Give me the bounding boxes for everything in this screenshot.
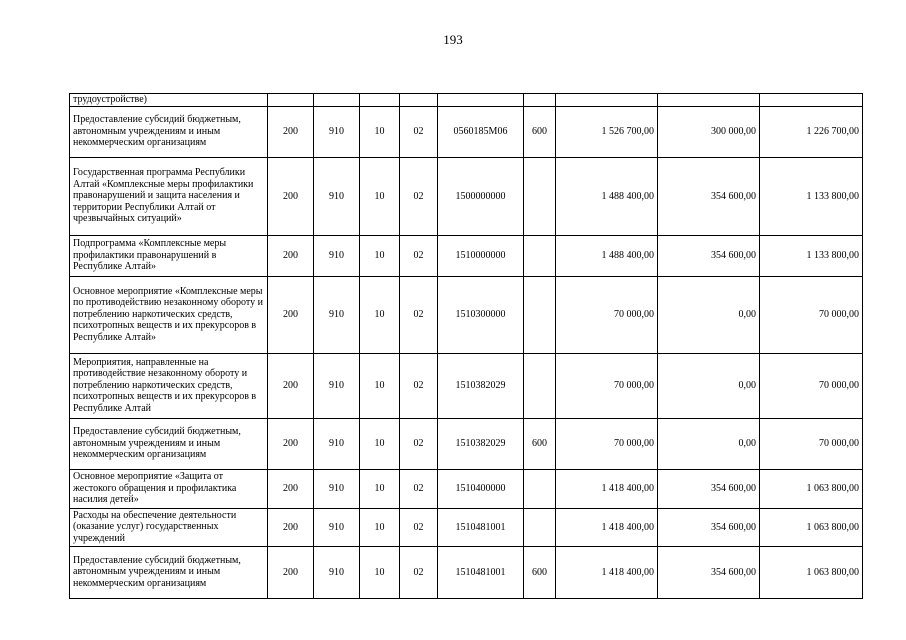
cell-col2: 910 [314,418,360,469]
cell-col7: 70 000,00 [556,418,658,469]
cell-col1: 200 [268,235,314,276]
table-row [70,276,863,353]
cell-col1: 200 [268,508,314,546]
table-row [70,353,863,418]
row-name: Основное мероприятие «Комплексные меры по противодействию незаконному обороту и потреблению наркотических средств, психотропных веществ и их прекурсоров в Республике Алтай» [70,276,268,353]
cell-col9: 1 133 800,00 [760,235,863,276]
cell-col6 [524,508,556,546]
cell-col6 [524,353,556,418]
cell-col5: 1510382029 [438,418,524,469]
cell-col3: 10 [360,469,400,508]
cell-col5: 1510481001 [438,546,524,598]
cell-col4: 02 [400,469,438,508]
cell-col5: 1510400000 [438,469,524,508]
cell-col6 [524,157,556,235]
cell-col3: 10 [360,508,400,546]
cell-col5 [438,94,524,107]
row-name: Государственная программа Республики Алтай «Комплексные меры профилактики правонарушений и защита населения и территории Республики Алтай от чрезвычайных ситуаций» [70,157,268,235]
cell-col8: 0,00 [658,418,760,469]
cell-col7: 70 000,00 [556,353,658,418]
cell-col5: 0560185М06 [438,106,524,157]
cell-col9: 70 000,00 [760,276,863,353]
cell-col5: 1510382029 [438,353,524,418]
cell-col6 [524,276,556,353]
cell-col4 [400,94,438,107]
cell-col4: 02 [400,353,438,418]
cell-col8: 354 600,00 [658,546,760,598]
cell-col3: 10 [360,546,400,598]
cell-col3: 10 [360,276,400,353]
table-row [70,546,863,598]
cell-col9: 1 063 800,00 [760,469,863,508]
cell-col3: 10 [360,418,400,469]
cell-col4: 02 [400,418,438,469]
cell-col4: 02 [400,276,438,353]
cell-col1: 200 [268,106,314,157]
cell-col6 [524,469,556,508]
cell-col6: 600 [524,106,556,157]
cell-col2: 910 [314,353,360,418]
row-name: Расходы на обеспечение деятельности (оказание услуг) государственных учреждений [70,508,268,546]
row-name: Предоставление субсидий бюджетным, автономным учреждениям и иным некоммерческим организациям [70,418,268,469]
cell-col1: 200 [268,469,314,508]
cell-col2: 910 [314,157,360,235]
table-row [70,106,863,157]
cell-col2: 910 [314,546,360,598]
cell-col2: 910 [314,106,360,157]
cell-col6: 600 [524,418,556,469]
cell-col8: 354 600,00 [658,469,760,508]
cell-col4: 02 [400,508,438,546]
budget-table [69,93,863,599]
cell-col2: 910 [314,469,360,508]
table-row [70,94,863,107]
page-number: 193 [443,32,463,47]
cell-col7 [556,94,658,107]
cell-col9: 1 226 700,00 [760,106,863,157]
cell-col2: 910 [314,276,360,353]
cell-col8 [658,94,760,107]
cell-col2: 910 [314,235,360,276]
cell-col9 [760,94,863,107]
cell-col3: 10 [360,235,400,276]
table-row [70,235,863,276]
cell-col9: 70 000,00 [760,353,863,418]
cell-col7: 1 488 400,00 [556,235,658,276]
cell-col9: 1 063 800,00 [760,508,863,546]
table-row [70,157,863,235]
cell-col9: 1 133 800,00 [760,157,863,235]
cell-col6: 600 [524,546,556,598]
cell-col5: 1510000000 [438,235,524,276]
cell-col7: 1 418 400,00 [556,508,658,546]
row-name: Основное мероприятие «Защита от жестокого обращения и профилактика насилия детей» [70,469,268,508]
cell-col7: 1 418 400,00 [556,546,658,598]
cell-col7: 1 488 400,00 [556,157,658,235]
cell-col3 [360,94,400,107]
cell-col6 [524,94,556,107]
table-row [70,418,863,469]
cell-col4: 02 [400,546,438,598]
cell-col4: 02 [400,157,438,235]
cell-col4: 02 [400,106,438,157]
cell-col1: 200 [268,353,314,418]
cell-col8: 354 600,00 [658,508,760,546]
cell-col3: 10 [360,106,400,157]
cell-col5: 1510481001 [438,508,524,546]
cell-col5: 1500000000 [438,157,524,235]
row-name: трудоустройстве) [70,94,268,107]
cell-col3: 10 [360,353,400,418]
cell-col1: 200 [268,546,314,598]
cell-col1 [268,94,314,107]
cell-col9: 1 063 800,00 [760,546,863,598]
cell-col4: 02 [400,235,438,276]
cell-col7: 70 000,00 [556,276,658,353]
cell-col6 [524,235,556,276]
cell-col1: 200 [268,418,314,469]
cell-col2 [314,94,360,107]
cell-col8: 0,00 [658,276,760,353]
row-name: Мероприятия, направленные на противодействие незаконному обороту и потреблению наркотических средств, психотропных веществ и их прекурсоров в Республике Алтай [70,353,268,418]
table-row [70,469,863,508]
cell-col3: 10 [360,157,400,235]
cell-col8: 300 000,00 [658,106,760,157]
cell-col7: 1 526 700,00 [556,106,658,157]
table-row [70,508,863,546]
cell-col8: 0,00 [658,353,760,418]
cell-col1: 200 [268,157,314,235]
row-name: Предоставление субсидий бюджетным, автономным учреждениям и иным некоммерческим организациям [70,546,268,598]
cell-col2: 910 [314,508,360,546]
cell-col9: 70 000,00 [760,418,863,469]
cell-col7: 1 418 400,00 [556,469,658,508]
cell-col8: 354 600,00 [658,235,760,276]
row-name: Подпрограмма «Комплексные меры профилактики правонарушений в Республике Алтай» [70,235,268,276]
cell-col5: 1510300000 [438,276,524,353]
cell-col8: 354 600,00 [658,157,760,235]
row-name: Предоставление субсидий бюджетным, автономным учреждениям и иным некоммерческим организациям [70,106,268,157]
cell-col1: 200 [268,276,314,353]
